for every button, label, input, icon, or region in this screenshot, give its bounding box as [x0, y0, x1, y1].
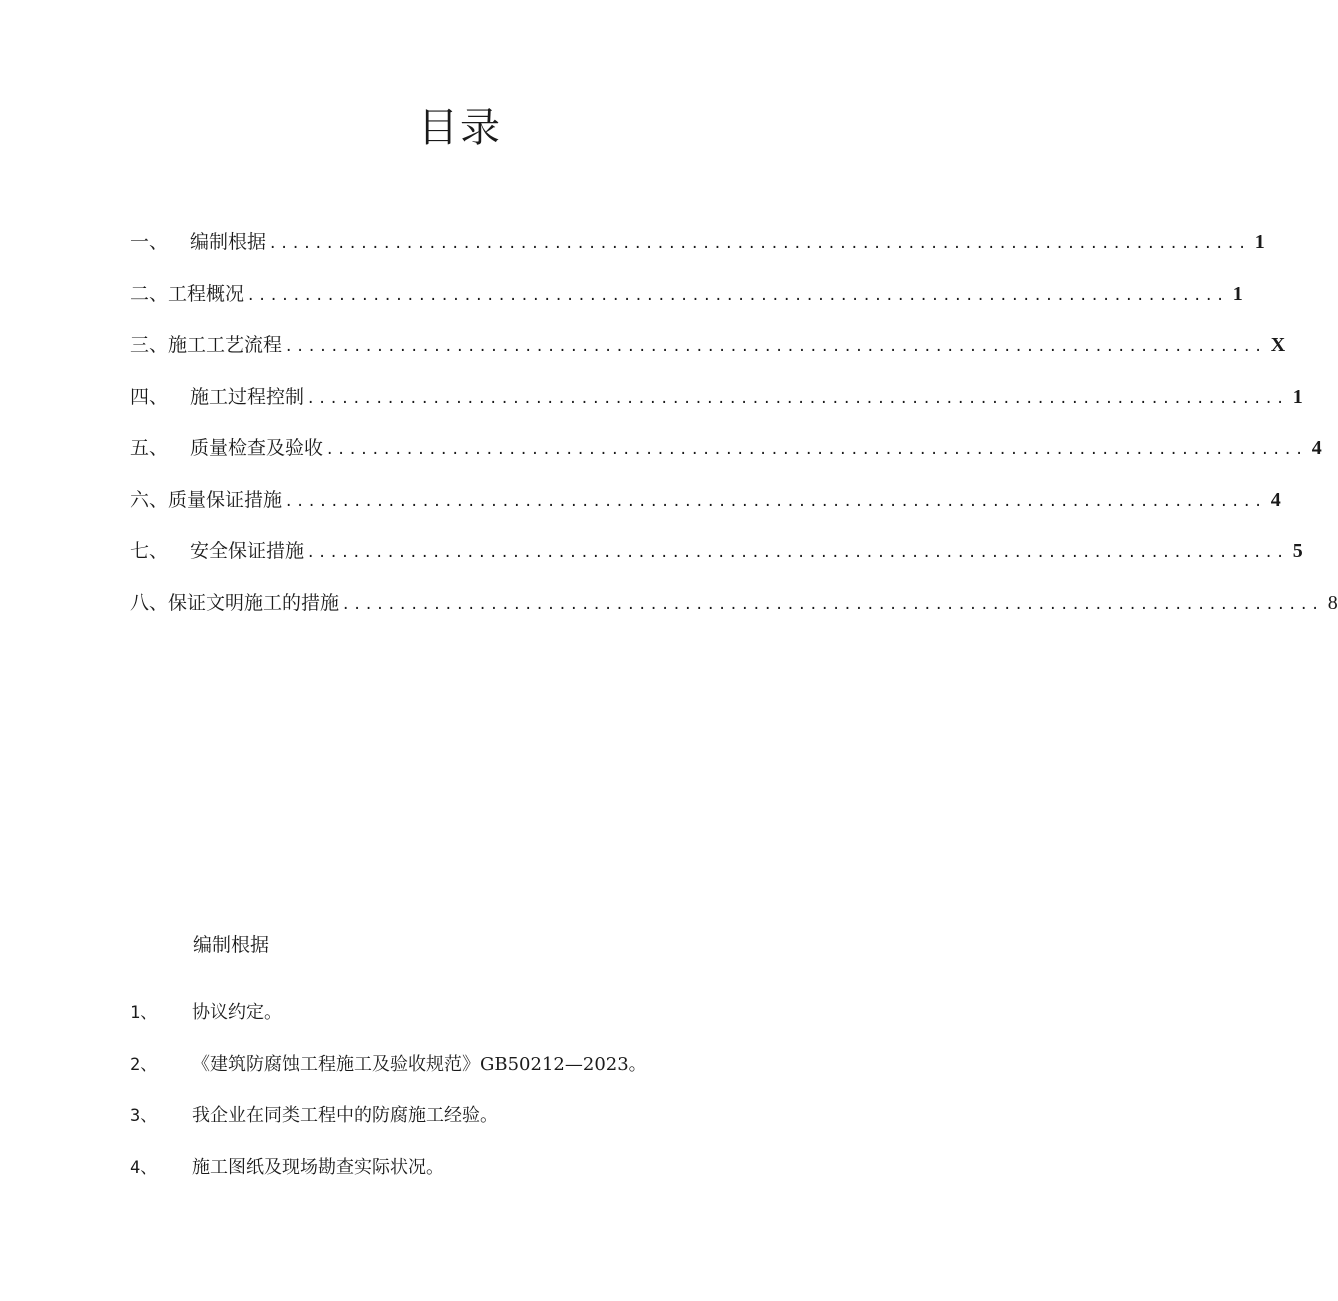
toc-entry-page: 1: [1232, 282, 1243, 305]
toc-entry-title: 质量保证措施: [168, 488, 283, 511]
toc-entry-number: 七、: [130, 540, 169, 562]
toc-entry-title: 工程概况: [168, 282, 245, 305]
list-item: [130, 1098, 830, 1150]
list-item-text: 施工图纸及现场勘查实际状况。: [192, 1156, 444, 1178]
toc-entry-number: 三、: [130, 334, 169, 356]
list-item-number: 1、: [130, 1003, 158, 1023]
toc-entry[interactable]: [130, 377, 1303, 429]
toc-entry-number: 一、: [130, 231, 169, 253]
toc-dot-leader: ......................................................................................: [343, 593, 1324, 614]
list-item: [130, 1047, 830, 1099]
list-item: [130, 1150, 830, 1202]
toc-dot-leader: ......................................................................................: [327, 439, 1308, 459]
list-item-text: 我企业在同类工程中的防腐施工经验。: [192, 1105, 498, 1126]
toc-entry-number: 二、: [130, 282, 169, 305]
toc-entry[interactable]: [130, 274, 1243, 326]
toc-entry[interactable]: [130, 325, 1286, 377]
toc-dot-leader: ......................................................................................: [248, 284, 1229, 305]
toc-dot-leader: ......................................................................................: [308, 542, 1289, 562]
toc-entry[interactable]: [130, 531, 1303, 583]
toc-entry-number: 四、: [130, 385, 169, 408]
toc-entry-title: 施工工艺流程: [168, 334, 283, 356]
toc-entry-page: 4: [1270, 488, 1281, 511]
toc-dot-leader: ......................................................................................: [286, 336, 1267, 356]
toc-dot-leader: ......................................................................................: [286, 490, 1267, 511]
toc-entry[interactable]: [130, 480, 1281, 532]
toc-dot-leader: ......................................................................................: [308, 387, 1289, 408]
list-item-number: 4、: [130, 1157, 158, 1178]
toc-entry-title: 质量检查及验收: [190, 437, 324, 459]
toc-entry-page: 8: [1327, 591, 1338, 614]
section-heading: 编制根据: [193, 934, 270, 956]
list-item: [130, 995, 830, 1047]
toc-entry-page: 5: [1292, 540, 1303, 562]
toc-entry-title: 保证文明施工的措施: [168, 591, 340, 614]
list-item-number: 2、: [130, 1054, 158, 1075]
toc-entry-page: 1: [1292, 385, 1303, 408]
toc-entry-page: X: [1270, 334, 1286, 356]
toc-entry-number: 五、: [130, 437, 169, 459]
toc-entry-page: 4: [1311, 437, 1322, 459]
toc-entry[interactable]: [130, 222, 1265, 274]
toc-entry-title: 编制根据: [190, 231, 267, 253]
toc-dot-leader: ......................................................................................: [270, 233, 1251, 253]
toc-entry-number: 八、: [130, 591, 169, 614]
toc-entry-number: 六、: [130, 488, 169, 511]
page-title: 目录: [418, 105, 502, 151]
list-item-text: 《建筑防腐蚀工程施工及验收规范》GB50212—2023。: [192, 1053, 647, 1075]
basis-list: [130, 995, 830, 1201]
table-of-contents: [130, 222, 1338, 634]
toc-entry-title: 安全保证措施: [190, 540, 305, 562]
list-item-text: 协议约定。: [192, 1002, 282, 1023]
toc-entry-page: 1: [1254, 231, 1265, 253]
toc-entry[interactable]: [130, 583, 1338, 635]
list-item-number: 3、: [130, 1106, 158, 1126]
toc-entry-title: 施工过程控制: [190, 385, 305, 408]
toc-entry[interactable]: [130, 428, 1322, 480]
